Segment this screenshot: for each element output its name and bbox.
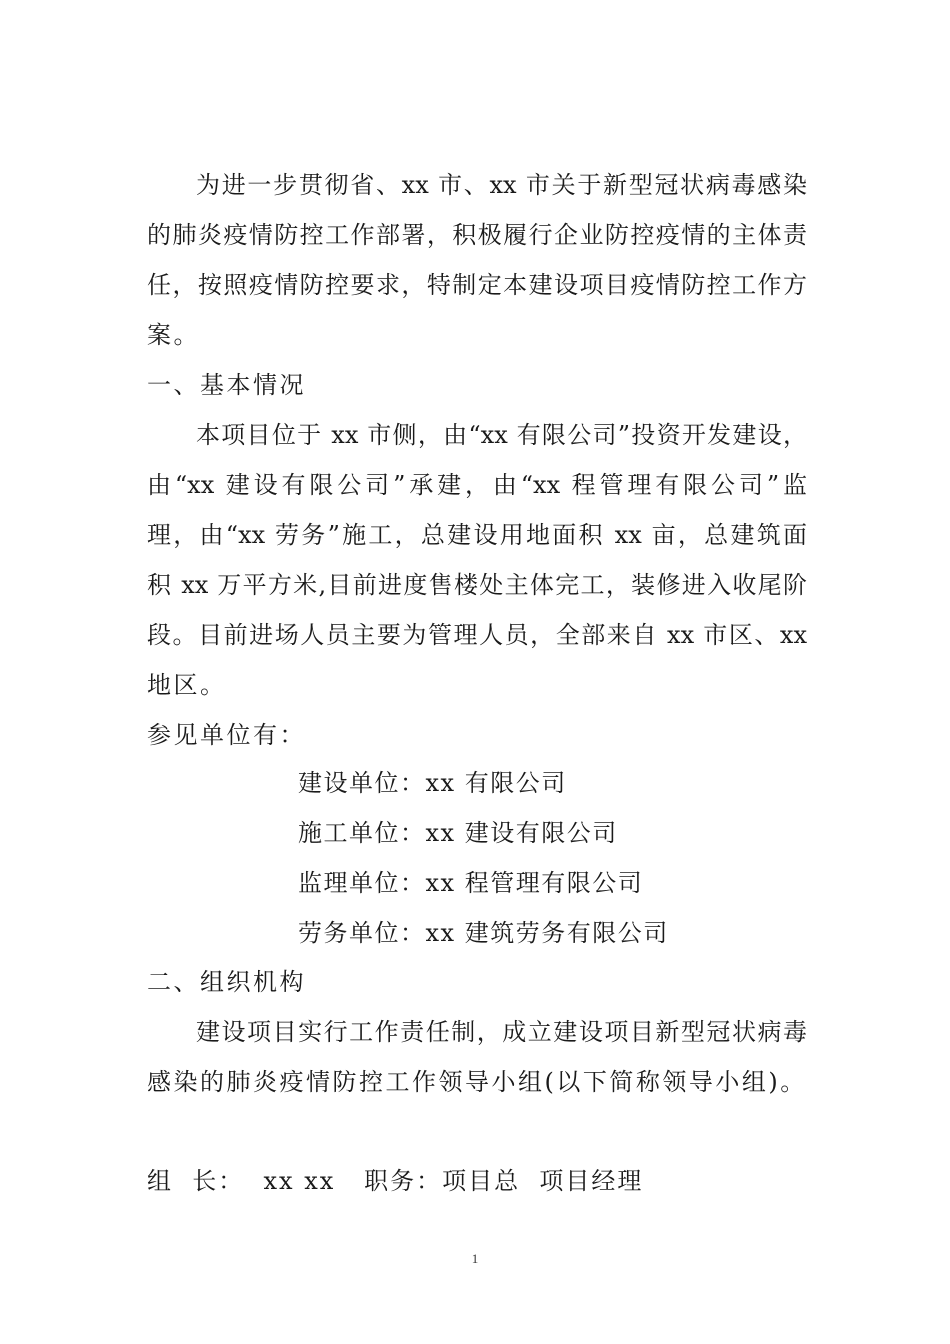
- team-leader-line: 组 长： xx xx 职务：项目总 项目经理: [147, 1167, 644, 1195]
- basic-info-line-3: 理，由“xx 劳务”施工，总建设用地面积 xx 亩，总建筑面: [147, 521, 807, 549]
- unit-construction: 建设单位：xx 有限公司: [298, 769, 567, 797]
- page-number: 1: [471, 1251, 479, 1266]
- organization-line-2: 感染的肺炎疫情防控工作领导小组(以下简称领导小组)。: [147, 1068, 807, 1096]
- unit-contractor: 施工单位：xx 建设有限公司: [298, 819, 618, 847]
- intro-line-3: 任，按照疫情防控要求，特制定本建设项目疫情防控工作方: [147, 271, 807, 299]
- basic-info-line-4: 积 xx 万平方米,目前进度售楼处主体完工，装修进入收尾阶: [147, 571, 807, 599]
- unit-labor: 劳务单位：xx 建筑劳务有限公司: [298, 919, 669, 947]
- basic-info-line-5: 段。目前进场人员主要为管理人员，全部来自 xx 市区、xx: [147, 621, 807, 649]
- section-heading-organization: 二、组织机构: [147, 968, 306, 996]
- intro-line-1: 为进一步贯彻省、xx 市、xx 市关于新型冠状病毒感染: [196, 171, 807, 199]
- units-intro: 参见单位有：: [147, 721, 306, 749]
- section-heading-basic-info: 一、基本情况: [147, 371, 306, 399]
- basic-info-line-2: 由“xx 建设有限公司”承建，由“xx 程管理有限公司”监: [147, 471, 807, 499]
- basic-info-line-1: 本项目位于 xx 市侧，由“xx 有限公司”投资开发建设，: [196, 421, 807, 449]
- intro-line-2: 的肺炎疫情防控工作部署，积极履行企业防控疫情的主体责: [147, 221, 807, 249]
- organization-line-1: 建设项目实行工作责任制，成立建设项目新型冠状病毒: [196, 1018, 807, 1046]
- intro-line-4: 案。: [147, 321, 200, 349]
- unit-supervision: 监理单位：xx 程管理有限公司: [298, 869, 644, 897]
- basic-info-line-6: 地区。: [147, 671, 227, 699]
